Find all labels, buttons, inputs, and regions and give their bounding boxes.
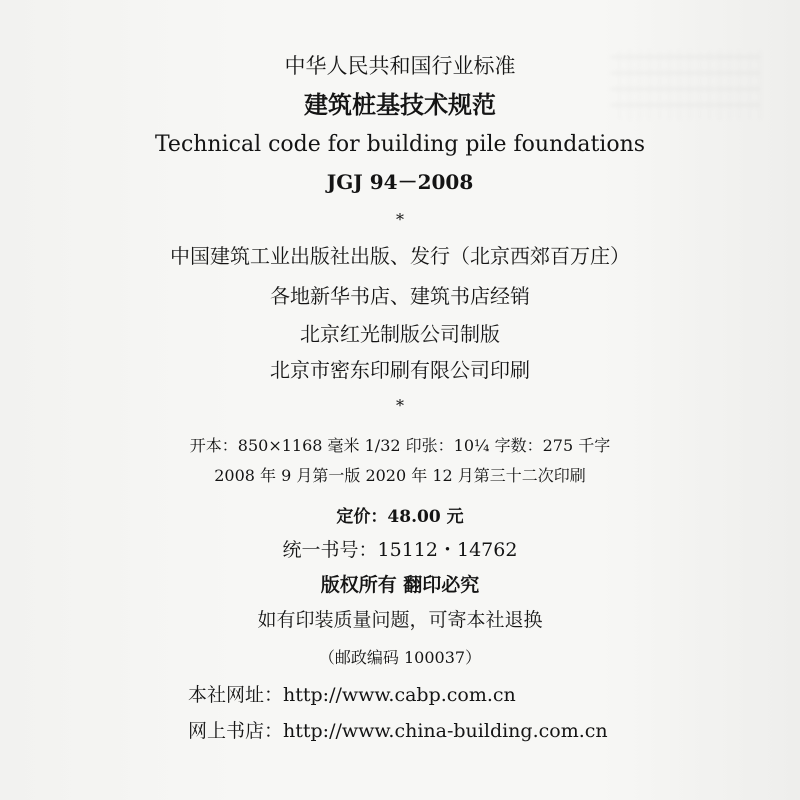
standard-code: JGJ 94－2008 xyxy=(326,170,474,194)
separator-star: * xyxy=(396,396,404,415)
copyright-line: 版权所有 翻印必究 xyxy=(320,574,480,596)
printer-line: 北京市密东印刷有限公司印刷 xyxy=(270,358,530,382)
bookstore-line: 网上书店：http://www.china-building.com.cn xyxy=(188,720,608,742)
separator-star: * xyxy=(396,210,404,229)
postcode-line: （邮政编码 100037） xyxy=(318,648,482,667)
isbn-line: 统一书号：15112・14762 xyxy=(282,539,518,561)
return-notice-line: 如有印装质量问题，可寄本社退换 xyxy=(257,609,543,631)
publisher-line: 中国建筑工业出版社出版、发行（北京西郊百万庄） xyxy=(170,244,630,268)
distributor-line: 各地新华书店、建筑书店经销 xyxy=(270,284,530,308)
format-specs-line: 开本：850×1168 毫米 1/32 印张：10¼ 字数：275 千字 xyxy=(189,436,611,455)
edition-line: 2008 年 9 月第一版 2020 年 12 月第三十二次印刷 xyxy=(214,466,586,485)
title-english: Technical code for building pile foundations xyxy=(154,132,646,157)
website-line: 本社网址：http://www.cabp.com.cn xyxy=(188,684,516,706)
price-line: 定价：48.00 元 xyxy=(336,507,464,527)
title-chinese: 建筑桩基技术规范 xyxy=(304,90,496,119)
standard-type: 中华人民共和国行业标准 xyxy=(284,54,516,78)
plate-maker-line: 北京红光制版公司制版 xyxy=(300,322,500,346)
